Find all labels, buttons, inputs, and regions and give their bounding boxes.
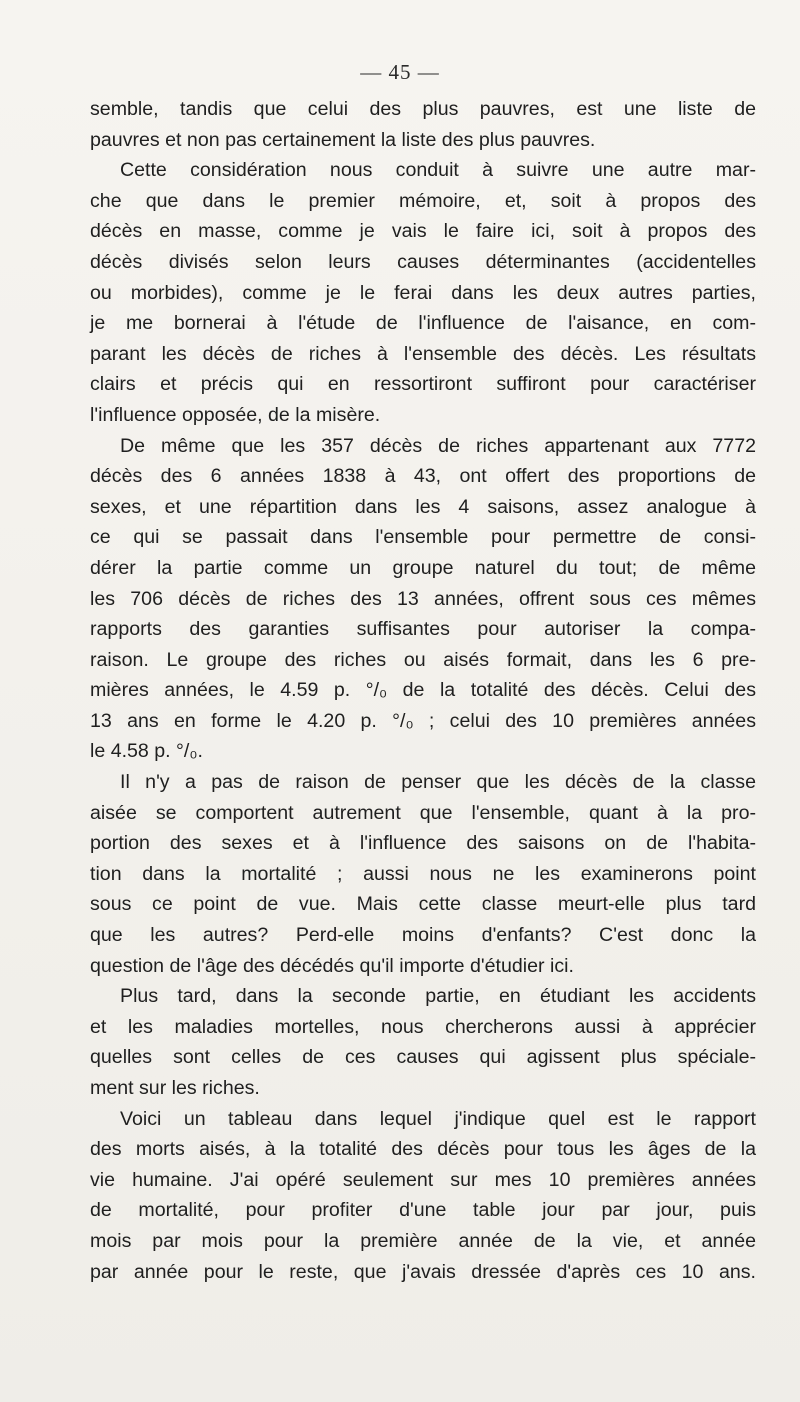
text-line: pauvres et non pas certainement la liste des plus pauvres.: [90, 128, 596, 151]
text-line: l'influence opposée, de la misère.: [90, 403, 381, 426]
text-line: 13 ans en forme le 4.20 p. °/₀ ; celui des 10 premières années: [90, 709, 756, 732]
text-line: ce qui se passait dans l'ensemble pour permettre de consi-: [90, 526, 756, 549]
text-line: décès divisés selon leurs causes déterminantes (accidentelles: [90, 250, 756, 273]
body-text: [90, 94, 756, 1287]
text-line: semble, tandis que celui des plus pauvres, est une liste de: [90, 98, 756, 120]
text-line: ou morbides), comme je le ferai dans les deux autres parties,: [90, 281, 756, 304]
text-line: clairs et précis qui en ressortiront suffiront pour caractériser: [90, 373, 756, 396]
text-line: raison. Le groupe des riches ou aisés formait, dans les 6 pre-: [90, 648, 756, 671]
text-line: rapports des garanties suffisantes pour autoriser la compa-: [90, 618, 756, 641]
page-number-header: — 45 —: [360, 60, 440, 84]
text-line: mières années, le 4.59 p. °/₀ de la totalité des décès. Celui des: [90, 679, 756, 702]
text-line: Cette considération nous conduit à suivre une autre mar-: [120, 159, 756, 182]
text-line: tion dans la mortalité ; aussi nous ne les examinerons point: [90, 862, 756, 885]
text-line: aisée se comportent autrement que l'ensemble, quant à la pro-: [90, 801, 756, 824]
text-line: portion des sexes et à l'influence des saisons on de l'habita-: [90, 832, 756, 855]
text-line: je me bornerai à l'étude de l'influence de l'aisance, en com-: [90, 312, 756, 335]
text-line: Plus tard, dans la seconde partie, en étudiant les accidents: [120, 985, 756, 1008]
text-line: de mortalité, pour profiter d'une table jour par jour, puis: [90, 1199, 756, 1222]
text-line: ment sur les riches.: [90, 1077, 260, 1099]
text-line: les 706 décès de riches des 13 années, offrent sous ces mêmes: [90, 587, 756, 610]
text-line: De même que les 357 décès de riches appartenant aux 7772: [120, 434, 756, 457]
text-line: des morts aisés, à la totalité des décès pour tous les âges de la: [90, 1138, 756, 1161]
text-line: par année pour le reste, que j'avais dressée d'après ces 10 ans.: [90, 1260, 756, 1283]
text-line: décès des 6 années 1838 à 43, ont offert des proportions de: [90, 465, 756, 488]
text-line: parant les décès de riches à l'ensemble des décès. Les résultats: [90, 342, 756, 365]
text-line: et les maladies mortelles, nous chercherons aussi à apprécier: [90, 1015, 756, 1038]
text-line: dérer la partie comme un groupe naturel du tout; de même: [90, 556, 756, 579]
text-line: mois par mois pour la première année de la vie, et année: [90, 1229, 756, 1252]
text-line: che que dans le premier mémoire, et, soit à propos des: [90, 189, 756, 212]
text-line: que les autres? Perd-elle moins d'enfants? C'est donc la: [90, 924, 756, 947]
text-line: sexes, et une répartition dans les 4 saisons, assez analogue à: [90, 495, 756, 518]
text-line: le 4.58 p. °/₀.: [90, 740, 203, 763]
text-line: Il n'y a pas de raison de penser que les décès de la classe: [120, 771, 756, 794]
text-line: vie humaine. J'ai opéré seulement sur mes 10 premières années: [90, 1168, 756, 1191]
text-line: question de l'âge des décédés qu'il importe d'étudier ici.: [90, 954, 574, 977]
text-line: Voici un tableau dans lequel j'indique quel est le rapport: [120, 1107, 756, 1130]
text-line: sous ce point de vue. Mais cette classe meurt-elle plus tard: [90, 893, 756, 916]
text-line: quelles sont celles de ces causes qui agissent plus spéciale-: [90, 1046, 756, 1069]
text-line: décès en masse, comme je vais le faire ici, soit à propos des: [90, 220, 756, 243]
